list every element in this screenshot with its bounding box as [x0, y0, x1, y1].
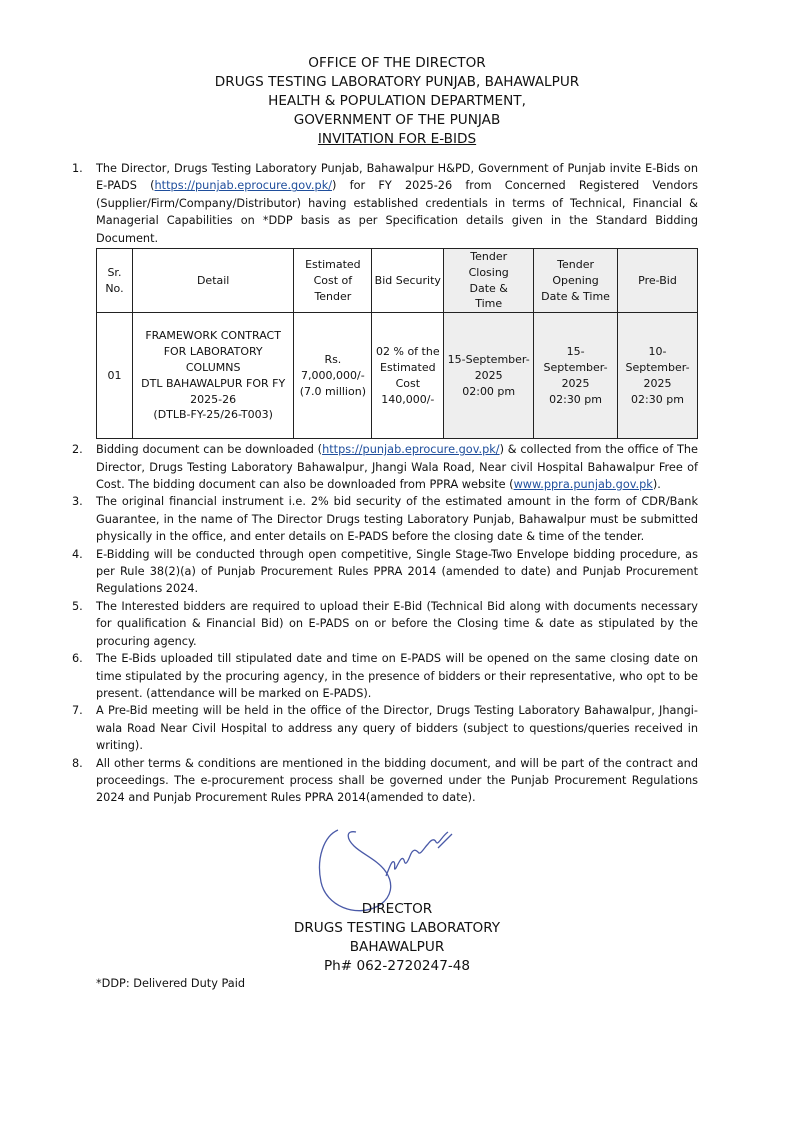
- ppra-link[interactable]: www.ppra.punjab.gov.pk: [513, 478, 653, 492]
- item-number: 1.: [72, 162, 83, 175]
- list-item: [72, 755, 698, 807]
- list-item: [72, 493, 698, 545]
- ddp-footnote: *DDP: Delivered Duty Paid: [96, 977, 246, 990]
- header-estimated-cost: Estimated Cost of Tender: [294, 249, 372, 313]
- item-number: 7.: [72, 704, 83, 718]
- signatory-city: BAHAWALPUR: [349, 939, 445, 955]
- item-text: E-Bidding will be conducted through open competitive, Single Stage-Two Envelope bidding procedure, as per Rule 38(2)(a) of Punjab Procurement Rules PPRA 2014 (amended to date) and Punjab Procurement Regulations 2024.: [96, 547, 698, 596]
- signatory-office: DRUGS TESTING LABORATORY: [293, 920, 501, 936]
- header-pre-bid: Pre-Bid: [618, 249, 698, 313]
- cell-bid-security: 02 % of the Estimated Cost 140,000/-: [372, 313, 444, 439]
- cell-opening-date: 15- September- 2025 02:30 pm: [534, 313, 618, 439]
- department-title: HEALTH & POPULATION DEPARTMENT,: [268, 93, 526, 109]
- government-title: GOVERNMENT OF THE PUNJAB: [293, 112, 501, 128]
- item-text: A Pre-Bid meeting will be held in the office of the Director, Drugs Testing Laboratory Bahawalpur, Jhangi-wala Road Near Civil Hospital to address any query of bidders (subject to questions/queries received in writing).: [96, 704, 698, 753]
- header-bid-security: Bid Security: [372, 249, 444, 313]
- signatory-block: [0, 900, 794, 976]
- item-number: 2.: [72, 443, 83, 457]
- laboratory-title: DRUGS TESTING LABORATORY PUNJAB, BAHAWALPUR: [214, 74, 580, 90]
- list-item: [72, 598, 698, 650]
- epads-link[interactable]: https://punjab.eprocure.gov.pk/: [154, 179, 333, 193]
- document-header: [0, 54, 794, 149]
- item-text: The E-Bids uploaded till stipulated date and time on E-PADS will be opened on the same closing date on time stipulated by the procuring agency, in the presence of bidders or their representative, who opt to be present. (attendance will be marked on E-PADS).: [96, 652, 698, 700]
- item-text: Bidding document can be downloaded (: [96, 443, 323, 457]
- invitation-title: INVITATION FOR E-BIDS: [317, 131, 477, 147]
- cell-closing-date: 15-September- 2025 02:00 pm: [444, 313, 534, 439]
- item-number: 5.: [72, 599, 83, 613]
- tender-table: [96, 248, 698, 439]
- list-item: [72, 650, 698, 702]
- item-text: The Interested bidders are required to upload their E-Bid (Technical Bid along with documents necessary for qualification & Financial Bid) on E-PADS on or before the Closing time & date as stipulated by the procuring agency.: [96, 599, 698, 648]
- header-closing-date: Tender Closing Date & Time: [444, 249, 534, 313]
- item-text: ).: [652, 478, 661, 492]
- cell-detail: FRAMEWORK CONTRACT FOR LABORATORY COLUMNS DTL BAHAWALPUR FOR FY 2025-26 (DTLB-FY-25/26-T003): [132, 313, 294, 439]
- item-number: 3.: [72, 495, 83, 509]
- cell-sr-no: 01: [97, 313, 133, 439]
- terms-list: [72, 160, 698, 807]
- item-text: ) & collected from the office of The Director, Drugs Testing Laboratory Bahawalpur, Jhangi Wala Road, Near civil Hospital Bahawalpur Free of Cost. The bidding document can also be downloaded from PPRA website (: [96, 443, 698, 492]
- cell-pre-bid: 10- September- 2025 02:30 pm: [618, 313, 698, 439]
- item-text: The original financial instrument i.e. 2% bid security of the estimated amount in the form of CDR/Bank Guarantee, in the name of The Director Drugs testing Laboratory Punjab, Bahawalpur must be submitted physically in the office, and enter details on E-PADS before the closing date & time of the tender.: [96, 495, 698, 544]
- list-item: [72, 546, 698, 598]
- header-opening-date: Tender Opening Date & Time: [534, 249, 618, 313]
- item-text: All other terms & conditions are mentioned in the bidding document, and will be part of the contract and proceedings. The e-procurement process shall be governed under the Punjab Procurement Regulations 2024 and Punjab Procurement Rules PPRA 2014(amended to date).: [96, 756, 698, 805]
- header-detail: Detail: [132, 249, 294, 313]
- table-header-row: [97, 249, 698, 313]
- epads-link[interactable]: https://punjab.eprocure.gov.pk/: [322, 443, 500, 457]
- office-title: OFFICE OF THE DIRECTOR: [308, 55, 486, 71]
- cell-estimated-cost: Rs. 7,000,000/- (7.0 million): [294, 313, 372, 439]
- signatory-phone: Ph# 062-2720247-48: [323, 958, 471, 974]
- list-item: [72, 702, 698, 754]
- item-number: 4.: [72, 547, 83, 561]
- header-sr-no: Sr. No.: [97, 249, 133, 313]
- list-item: [72, 160, 698, 439]
- item-text: ) for FY 2025-26 from Concerned Registered Vendors (Supplier/Firm/Company/Distributor) having established credentials in terms of Technical, Financial & Managerial Capabilities on *DDP basis as per Specification details given in the Standard Bidding Document.: [96, 179, 698, 245]
- signatory-title: DIRECTOR: [361, 901, 433, 917]
- item-text: The Director, Drugs Testing Laboratory Punjab, Bahawalpur H&PD, Government of Punjab invite E-Bids on E-PADS (: [96, 162, 698, 193]
- item-number: 8.: [72, 756, 83, 770]
- item-number: 6.: [72, 652, 83, 666]
- table-row: [97, 313, 698, 439]
- list-item: [72, 441, 698, 493]
